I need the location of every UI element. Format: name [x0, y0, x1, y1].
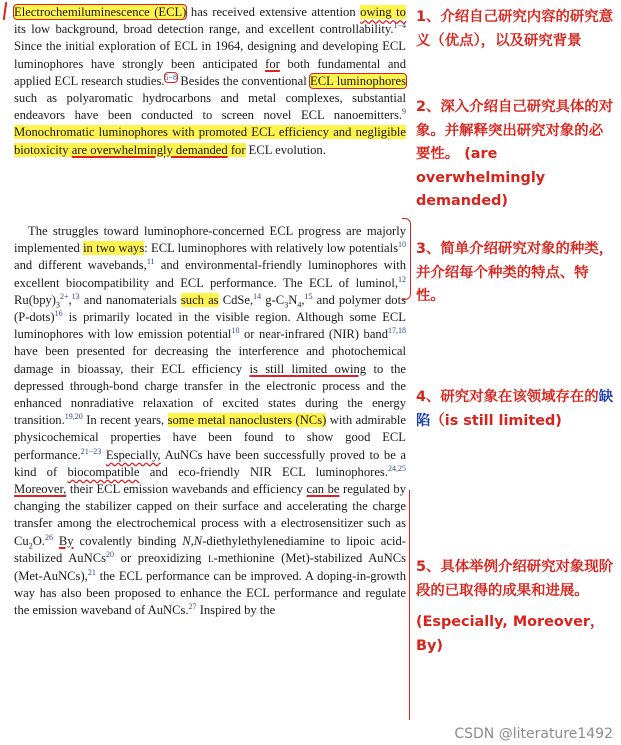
ref-link[interactable]: 17,18 — [388, 326, 406, 336]
ref-link[interactable]: 19,20 — [64, 412, 83, 422]
ref-link[interactable]: 24,25 — [388, 463, 406, 473]
underline-biocompatible: biocompatible — [67, 464, 140, 479]
ref-link[interactable]: 16 — [54, 308, 63, 318]
annotation-1: 1、介绍自己研究内容的研究意义（优点），以及研究背景 — [416, 9, 614, 49]
paragraph-2: The struggles toward luminophore-concerned ECL progress are majorly implemented in two ways: ECL luminophores with relatively low potentials$^{10}$ and different wavebands,$^{11}$ and environmental-friendly luminophores with excellent biocompatibility and ECL performance. The ECL of luminol,$^{12}$ $Ru(bpy)_3^{2+},^{13}$ and nanomaterials such as CdSe,$^{14}$ $g-C_3N_4,^{15}$ and polymer dots (P-dots)$^{16}$ is primarily located in the visible region. Although some ECL luminophores with low emission potential$^{10}$ or near-infrared (NIR) band$^{17,18}$ have been presented for decreasing the interference and photochemical damage in bioassay, their ECL efficiency is still limited owing to the depressed through-bond charge transfer in the electronic process and the enhanced nonradiative relaxation of excited states during the energy transition.$^{19,20}$ In recent years, some metal nanoclusters (NCs) with admirable physicochemical properties have been found to show good ECL performance.$^{21-23}$ Especially, AuNCs have been successfully proved to be a kind of biocompatible and eco-friendly NIR ECL luminophores.$^{24,25}$ Moreover, their ECL emission wavebands and efficiency can be regulated by changing the stabilizer capped on their surface and accelerating the charge transfer among the electrochemical process with a electrosensitizer such as $Cu_2O.^{26}$ By covalently binding N,N-diethylethylenediamine to lipoic acid-stabilized AuNCs$^{20}$ or preoxidizing L-methionine (Met)-stabilized AuNCs (Met-AuNCs),$^{21}$ the ECL performance can be improved. A doping-in-growth way has also been proposed to enhance the ECL performance and regulate the emission waveband of AuNCs.$^{27}$ Inspired by the — [14, 224, 407, 618]
ref-link[interactable]: 21−23 — [80, 446, 102, 456]
underline-moreover: Moreover, — [14, 482, 67, 497]
ref-link[interactable]: 10 — [397, 240, 406, 250]
ref-link[interactable]: 11 — [146, 257, 155, 267]
ref-link[interactable]: 10 — [231, 326, 240, 336]
underline-still-limited: is still limited owing — [249, 361, 367, 376]
annotation-5: 5、具体举例介绍研究对象现阶段的已取得的成果和进展。 (Especially, Moreover，By) — [416, 559, 614, 654]
highlight-such-as: such as — [180, 292, 219, 307]
underline-for: for — [265, 56, 280, 71]
ref-link[interactable]: 9 — [402, 107, 406, 117]
paragraph-1: Electrochemiluminescence (ECL) has received extensive attention owing to its low background, broad detection range, and excellent controllability.$^{1-4}$ Since the initial exploration of ECL in 1964, designing and developing ECL luminophores have strongly been anticipated for both fundamental and applied ECL research studies.$^{5-8}$ Besides the conventional ECL luminophores such as polyaromatic hydrocarbons and metal complexes, substantial endeavors have been conducted to screen novel ECL nanoemitters.$^9$ Monochromatic luminophores with promoted ECL efficiency and negligible biotoxicity are overwhelmingly demanded for ECL evolution. — [14, 5, 406, 157]
ref-link[interactable]: 5−8 — [164, 72, 178, 82]
ref-link[interactable]: 15 — [304, 291, 313, 301]
pen-mark — [3, 2, 7, 20]
pen-bracket — [402, 218, 411, 300]
ref-link[interactable]: 14 — [253, 291, 262, 301]
ref-link[interactable]: 1−4 — [393, 21, 406, 31]
highlight-metal-nanoclusters: some metal nanoclusters (NCs) — [167, 413, 327, 428]
pen-bracket — [409, 490, 410, 720]
underline-can-be: can be — [306, 482, 340, 497]
highlight-two-ways: in two ways — [83, 241, 145, 256]
highlight-owing-to: owing to — [360, 5, 406, 19]
annotation-3: 3、简单介绍研究对象的种类，并介绍每个种类的特点、特性。 — [416, 241, 614, 304]
underline-especially: Especially, — [105, 447, 161, 462]
highlight-ecl-luminophores: ECL luminophores — [310, 73, 406, 88]
ref-link[interactable]: 27 — [188, 602, 197, 612]
annotation-4: 4、研究对象在该领域存在的缺陷（is still limited) — [416, 389, 614, 429]
ref-link[interactable]: 21 — [87, 567, 96, 577]
ref-link[interactable]: 13 — [71, 291, 80, 301]
underline-demanded: are overwhelmingly demanded — [71, 142, 228, 157]
watermark: CSDN @literature1492 — [454, 726, 613, 742]
ref-link[interactable]: 12 — [398, 274, 406, 284]
underline-by: By — [58, 533, 74, 548]
highlight-ecl-term: Electrochemiluminescence (ECL) — [14, 5, 187, 19]
ref-link[interactable]: 20 — [106, 549, 115, 559]
annotation-2: 2、深入介绍自己研究具体的对象。并解释突出研究对象的必要性。 (are overwhelmingly demanded) — [416, 99, 614, 209]
highlight-monochromatic: Monochromatic luminophores with promoted ECL efficiency and negligible biotoxicity — [14, 125, 406, 157]
ref-link[interactable]: 26 — [44, 532, 53, 542]
